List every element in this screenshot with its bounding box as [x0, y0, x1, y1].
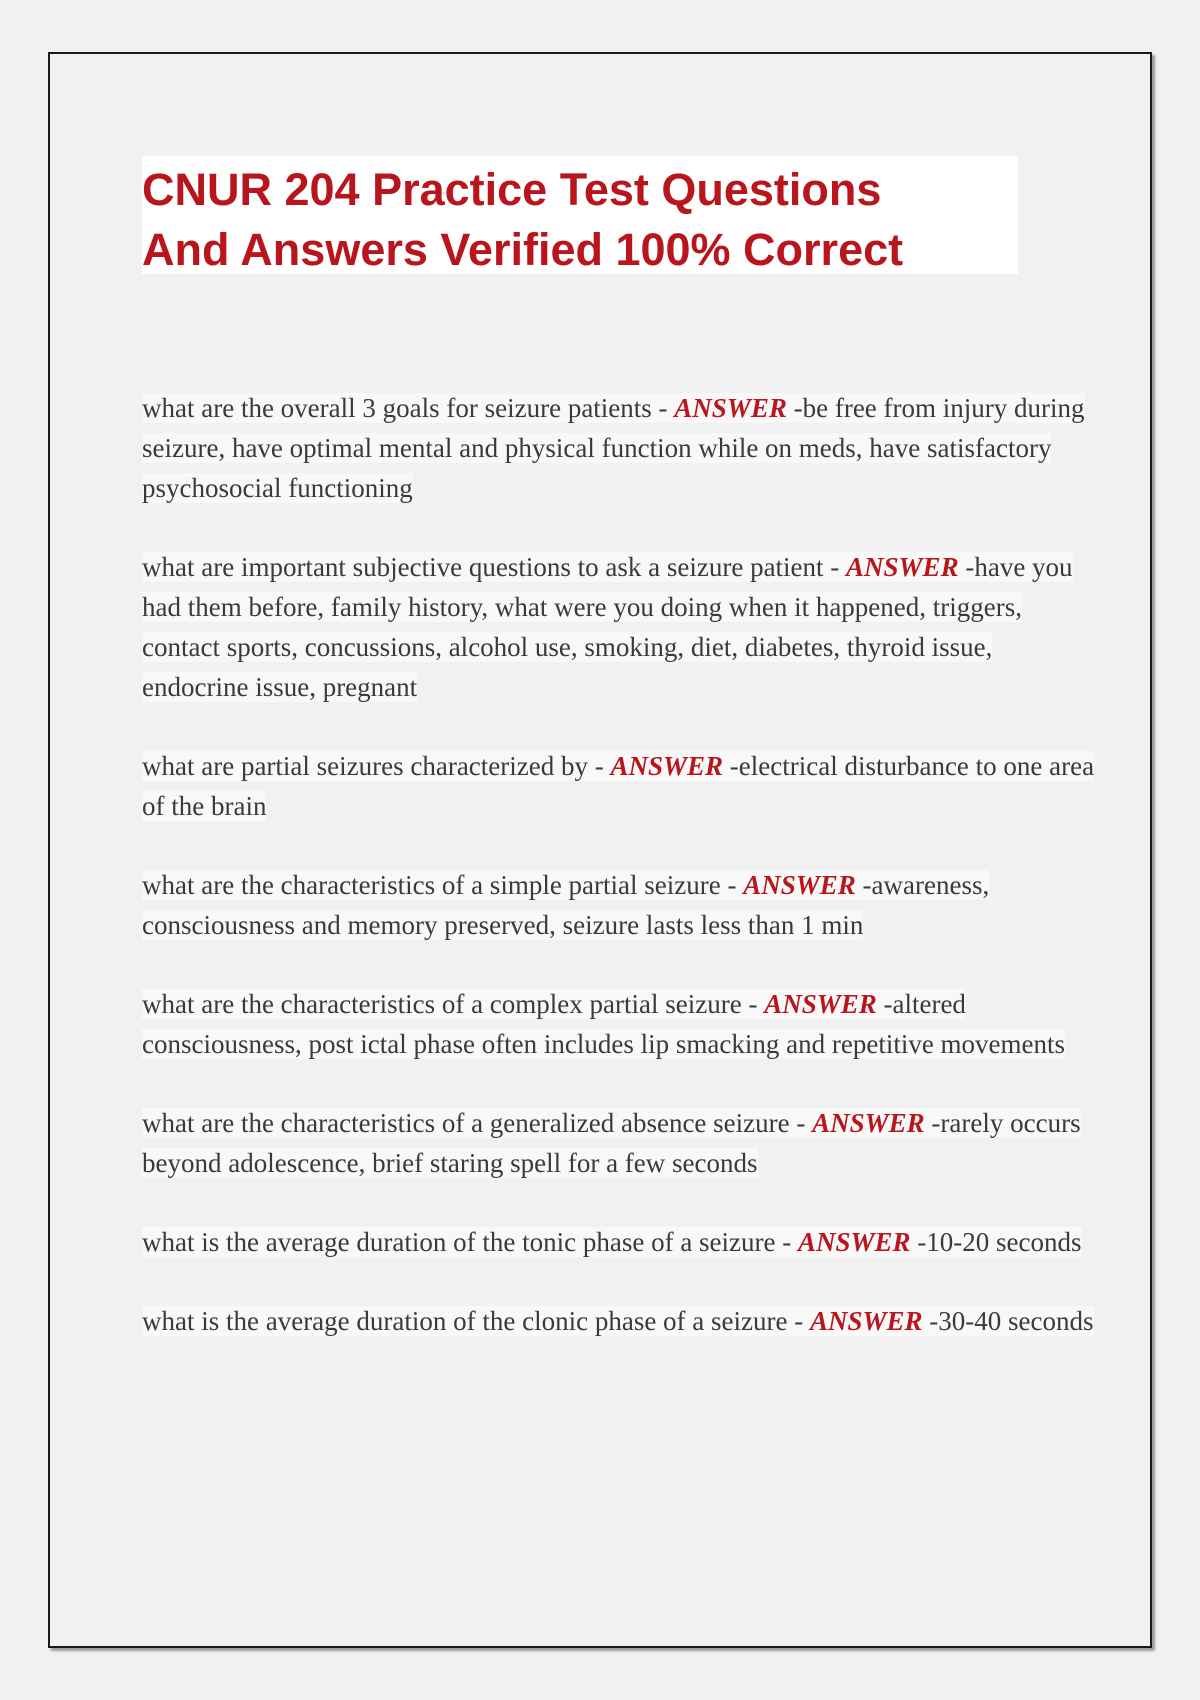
- answer-text: -rarely occurs beyond adolescence, brief staring spell for a few seconds: [142, 1108, 1081, 1178]
- answer-text: -have you had them before, family history, what were you doing when it happened, triggers, contact sports, concussions, alcohol use, smoking, diet, diabetes, thyroid issue, endocrine issue, pregnant: [142, 552, 1073, 702]
- answer-label: ANSWER: [674, 393, 787, 423]
- question-text: what are the characteristics of a generalized absence seizure -: [142, 1108, 813, 1138]
- answer-text: -10-20 seconds: [910, 1227, 1082, 1257]
- qa-item: [142, 865, 1102, 945]
- qa-item: [142, 1222, 1102, 1262]
- question-text: what are important subjective questions to ask a seizure patient -: [142, 552, 847, 582]
- qa-item: [142, 746, 1102, 826]
- answer-text: -altered consciousness, post ictal phase often includes lip smacking and repetitive movements: [142, 989, 1066, 1059]
- answer-label: ANSWER: [743, 870, 856, 900]
- document-page: [48, 52, 1152, 1648]
- answer-label: ANSWER: [764, 989, 877, 1019]
- qa-item: [142, 1301, 1102, 1341]
- answer-label: ANSWER: [809, 1306, 923, 1336]
- question-text: what are the overall 3 goals for seizure patients -: [142, 393, 675, 423]
- answer-label: ANSWER: [846, 552, 959, 582]
- question-text: what is the average duration of the tonic phase of a seizure -: [142, 1227, 798, 1257]
- question-text: what are the characteristics of a complex partial seizure -: [142, 989, 765, 1019]
- title-line-1: CNUR 204 Practice Test Questions: [142, 164, 882, 215]
- question-text: what are partial seizures characterized by -: [142, 751, 611, 781]
- answer-label: ANSWER: [798, 1227, 911, 1257]
- qa-item: [142, 388, 1102, 508]
- answer-label: ANSWER: [610, 751, 724, 781]
- qa-list: [142, 388, 1102, 1380]
- answer-text: -awareness, consciousness and memory preserved, seizure lasts less than 1 min: [142, 870, 990, 940]
- answer-text: -be free from injury during seizure, have optimal mental and physical function while on meds, have satisfactory psychosocial functioning: [142, 393, 1085, 503]
- question-text: what are the characteristics of a simple partial seizure -: [142, 870, 744, 900]
- answer-text: -electrical disturbance to one area of the brain: [142, 751, 1095, 821]
- qa-item: [142, 547, 1102, 707]
- title-line-2: And Answers Verified 100% Correct: [142, 224, 904, 275]
- document-title: [142, 156, 1018, 274]
- answer-text: -30-40 seconds: [922, 1306, 1094, 1336]
- qa-item: [142, 984, 1102, 1064]
- answer-label: ANSWER: [812, 1108, 925, 1138]
- question-text: what is the average duration of the clonic phase of a seizure -: [142, 1306, 810, 1336]
- qa-item: [142, 1103, 1102, 1183]
